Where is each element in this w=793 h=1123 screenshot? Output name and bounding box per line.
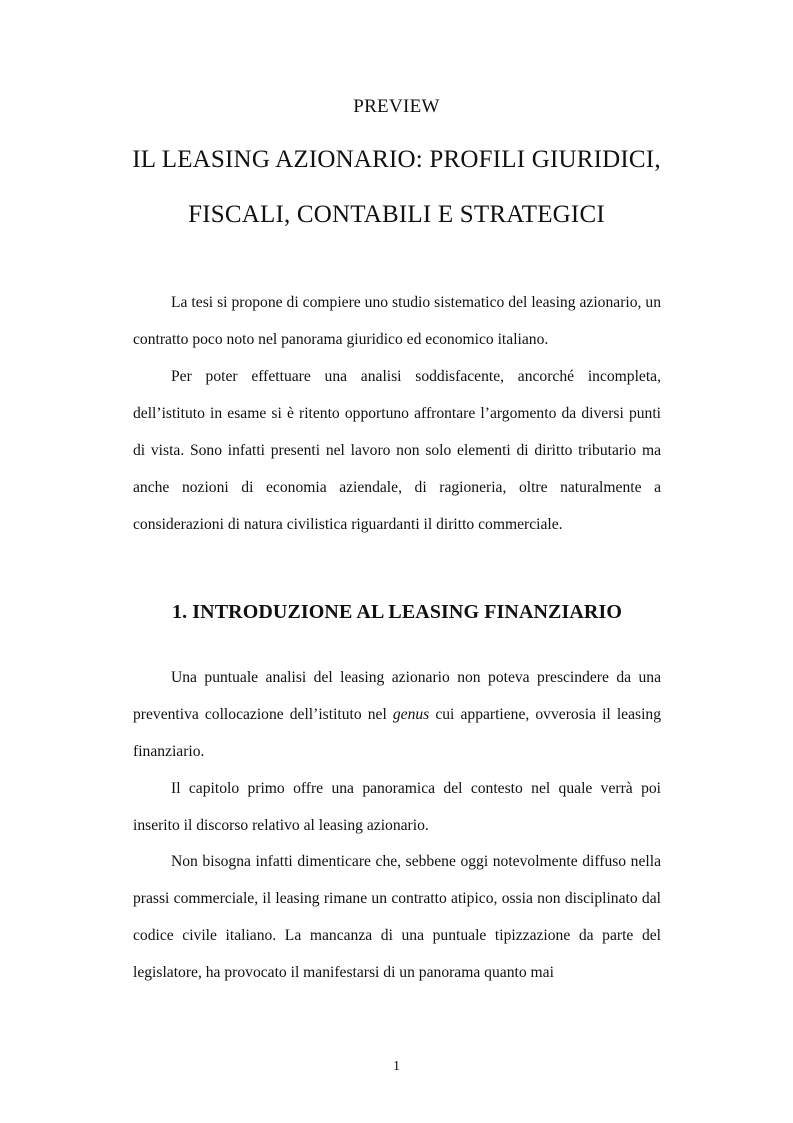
section-paragraph-2: Il capitolo primo offre una panoramica del contesto nel quale verrà poi inserito il discorso relativo al leasing azionario. [133, 780, 661, 834]
document-title-line-2: FISCALI, CONTABILI E STRATEGICI [188, 201, 605, 228]
preview-label: PREVIEW [353, 96, 440, 117]
page-number: 1 [393, 1059, 400, 1074]
document-title-line-1: IL LEASING AZIONARIO: PROFILI GIURIDICI, [132, 146, 661, 173]
section-heading: 1. INTRODUZIONE AL LEASING FINANZIARIO [172, 601, 623, 623]
section-paragraph-1 [133, 659, 661, 770]
section-paragraph-1-text-b: cui appartiene, ovverosia il leasing finanziario. [133, 706, 661, 760]
genus-term: genus [392, 706, 430, 723]
intro-paragraph-2: Per poter effettuare una analisi soddisfacente, ancorché incompleta, dell’istituto in esame si è ritento opportuno affrontare l’argomento da diversi punti di vista. Sono infatti presenti nel lavoro non solo elementi di diritto tributario ma anche nozioni di economia aziendale, di ragioneria, oltre naturalmente a considerazioni di natura civilistica riguardanti il diritto commerciale. [133, 368, 661, 533]
section-paragraph-1-text-a: Una puntuale analisi del leasing azionario non poteva prescindere da una preventiva collocazione dell’istituto nel [133, 669, 661, 723]
intro-paragraph-1: La tesi si propone di compiere uno studio sistematico del leasing azionario, un contratto poco noto nel panorama giuridico ed economico italiano. [133, 294, 661, 348]
section-paragraph-3: Non bisogna infatti dimenticare che, sebbene oggi notevolmente diffuso nella prassi commerciale, il leasing rimane un contratto atipico, ossia non disciplinato dal codice civile italiano. La mancanza di una puntuale tipizzazione da parte del legislatore, ha provocato il manifestarsi di un panorama quanto mai [133, 853, 661, 981]
